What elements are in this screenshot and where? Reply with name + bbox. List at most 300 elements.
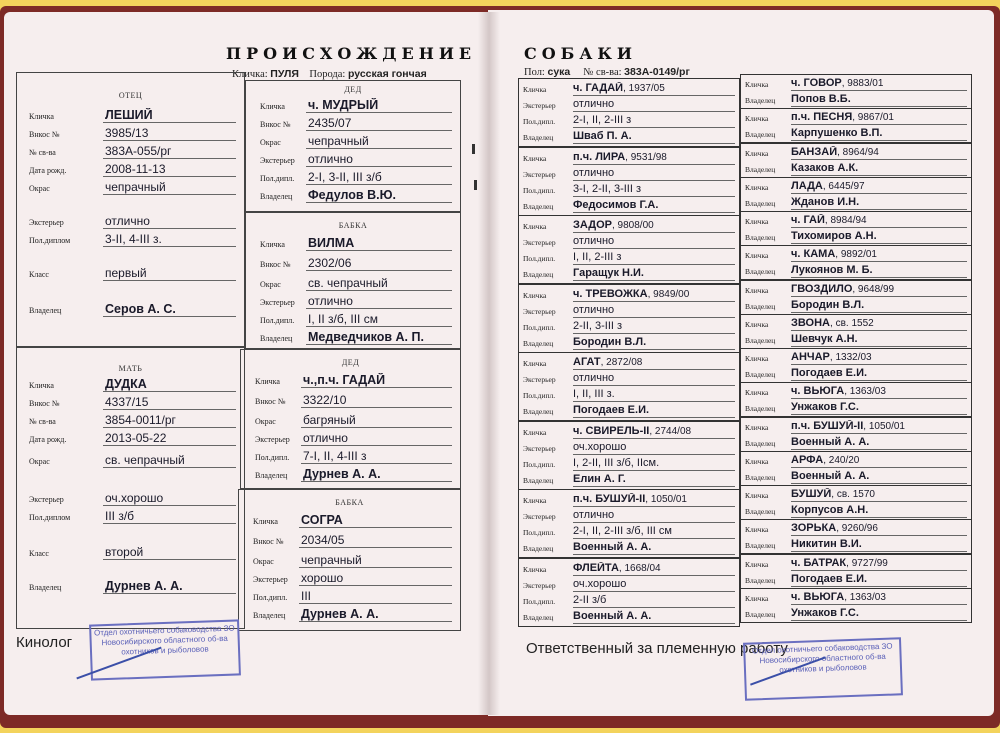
field-value: [573, 151, 735, 165]
field-label: Владелец: [745, 370, 776, 379]
field-row: [519, 266, 739, 281]
field-label: Кличка: [745, 354, 769, 363]
field-value: [791, 385, 967, 399]
field-value: ДУДКА: [103, 377, 236, 392]
field-text: оч.хорошо: [573, 440, 627, 453]
field-row: [519, 371, 739, 386]
field-value: 2-I, 3-II, III з/б: [306, 170, 452, 185]
field-row: [260, 255, 456, 271]
field-value: 2008-11-13: [103, 162, 236, 177]
field-value: [791, 214, 967, 228]
field-text: отлично: [573, 509, 615, 521]
field-label: Владелец: [745, 404, 776, 414]
field-label: Пол.диплом: [29, 236, 71, 245]
great-grandparent-panel: [518, 147, 740, 216]
field-row: [519, 403, 739, 418]
field-label: Пол.дипл.: [260, 174, 295, 183]
field-label: Пол.дипл.: [523, 254, 556, 263]
responsible-label: Ответственный за племенную работу: [526, 640, 788, 657]
field-row: [519, 303, 739, 318]
fourth-gen-panel: [740, 519, 972, 554]
field-label: Кличка: [745, 148, 769, 158]
field-label: Владелец: [523, 270, 554, 279]
name-row: [741, 419, 971, 434]
field-value: [573, 130, 735, 144]
fourth-gen-panel: [740, 485, 972, 520]
field-label: Владелец: [523, 133, 554, 142]
field-value: чепрачный: [103, 180, 236, 195]
field-value: [791, 454, 967, 468]
registry-number: , 1363/03: [844, 386, 886, 398]
field-label: Владелец: [523, 475, 554, 485]
field-row: [519, 335, 739, 350]
field-label: № св-ва: [29, 417, 56, 426]
field-value: [791, 180, 967, 194]
field-row: [519, 250, 739, 265]
fourth-gen-panel: [740, 588, 972, 623]
field-value: чепрачный: [306, 134, 452, 149]
field-label: Владелец: [745, 267, 776, 277]
registry-number: , 9648/99: [852, 283, 895, 295]
field-value: [573, 441, 735, 455]
field-label: Кличка: [745, 388, 769, 398]
field-row: [253, 552, 456, 568]
field-row: [519, 472, 739, 487]
name-row: [741, 384, 971, 399]
field-value: Жданов И.Н.: [791, 196, 967, 210]
field-label: Кличка: [745, 559, 769, 569]
field-value: ВИЛМА: [306, 236, 452, 251]
field-value: [573, 267, 735, 281]
ancestor-name: АНЧАР: [791, 351, 830, 363]
field-label: Пол.дипл.: [253, 593, 288, 602]
field-row: [29, 576, 240, 594]
field-value: 2034/05: [299, 533, 452, 548]
field-value: отлично: [103, 214, 236, 229]
owner-row: [741, 332, 971, 347]
field-row: [519, 97, 739, 112]
field-label: Кличка: [745, 251, 769, 261]
field-label: Окрас: [260, 280, 281, 289]
ancestor-name: ЗВОНА: [791, 316, 831, 329]
field-value: отлично: [301, 431, 452, 446]
field-label: Владелец: [745, 438, 776, 448]
field-row: [260, 235, 456, 251]
field-value: [573, 578, 735, 592]
field-label: Окрас: [260, 138, 281, 147]
field-value: Федулов В.Ю.: [306, 188, 452, 203]
field-text: Шваб П. А.: [573, 130, 632, 142]
mother-box: [16, 347, 245, 629]
field-value: [573, 167, 735, 181]
field-value: 2302/06: [306, 256, 452, 271]
field-value: [791, 317, 967, 331]
field-value: Медведчиков А. П.: [306, 330, 452, 345]
field-label: Экстерьер: [29, 218, 64, 227]
field-label: Кличка: [745, 182, 769, 192]
field-value: св. чепрачный: [103, 453, 236, 468]
stamp-text: Отдел охотничьего собаководства ЗО Новосибирского областного об-ва охотников и рыболовов: [93, 623, 235, 657]
father-box: [16, 72, 245, 347]
field-row: [519, 492, 739, 507]
ancestor-name: ЗОРЬКА: [791, 522, 837, 535]
field-text: отлично: [573, 98, 615, 110]
ancestor-name: ЛАДА: [791, 179, 823, 192]
field-row: [29, 123, 240, 141]
registry-number: , 8964/94: [837, 146, 879, 158]
field-label: Кличка: [745, 80, 769, 89]
name-row: [741, 316, 971, 331]
field-label: Кличка: [523, 564, 547, 574]
field-value: [791, 522, 967, 536]
field-label: Владелец: [745, 335, 776, 345]
field-label: Кличка: [29, 112, 54, 121]
registry-number: , св. 1570: [831, 489, 875, 500]
field-text: ч. СВИРЕЛЬ-II: [573, 424, 650, 437]
registry-number: , 240/20: [823, 454, 860, 466]
document-title-right: СОБАКИ: [524, 44, 638, 63]
field-label: Внкос №: [255, 397, 286, 406]
grandparent-box-3: [240, 349, 461, 489]
grandparent-box-1: [245, 80, 461, 212]
grandparent-box-2: [245, 212, 461, 349]
field-label: Пол.дипл.: [255, 453, 290, 462]
registry-number: , 9808/00: [611, 220, 654, 231]
field-label: Пол.дипл.: [523, 322, 556, 332]
field-value: [573, 594, 735, 608]
owner-row: [741, 195, 971, 210]
field-label: Экстерьер: [260, 156, 295, 165]
field-text: отлично: [573, 166, 615, 179]
field-label: Окрас: [255, 417, 276, 426]
fourth-gen-panel: [740, 314, 972, 349]
ancestor-name: п.ч. БУШУЙ-II: [791, 419, 864, 432]
field-text: ч. ТРЕВОЖКА: [573, 287, 648, 300]
dog-sex: сука: [547, 66, 571, 78]
field-value: Военный А. А.: [791, 436, 967, 450]
field-text: Погодаев Е.И.: [573, 404, 650, 416]
fourth-gen-panel: [740, 554, 972, 589]
field-label: Экстерьер: [260, 298, 295, 307]
owner-row: [741, 606, 971, 621]
field-value: ч. МУДРЫЙ: [306, 98, 452, 113]
registry-number: , 1937/05: [623, 83, 665, 94]
ancestor-name: ч. КАМА: [791, 248, 836, 261]
field-value: Военный А. А.: [791, 470, 967, 484]
field-label: Экстерьер: [523, 238, 556, 247]
owner-row: [741, 298, 971, 313]
field-value: [573, 493, 735, 507]
name-label: Кличка:: [232, 69, 268, 80]
field-row: [255, 430, 456, 446]
name-row: [741, 247, 971, 262]
field-value: Никитин В.И.: [791, 538, 967, 552]
registry-number: , 2872/08: [600, 357, 643, 368]
registry-number: , 1332/03: [829, 352, 872, 363]
field-label: Окрас: [253, 557, 274, 566]
name-row: [741, 145, 971, 160]
right-page: [488, 10, 994, 716]
registry-number: , 6445/97: [822, 180, 865, 192]
owner-row: [741, 229, 971, 244]
owner-row: [741, 469, 971, 484]
field-label: Пол.дипл.: [523, 459, 556, 469]
field-label: Владелец: [745, 198, 776, 208]
field-value: [573, 610, 735, 624]
field-row: [29, 506, 240, 524]
name-row: [741, 556, 971, 571]
field-label: Окрас: [29, 184, 50, 193]
grandparent-box-4: [238, 489, 461, 631]
field-value: [791, 420, 967, 434]
registry-number: , 9892/01: [835, 249, 877, 261]
field-text: ФЛЕЙТА: [573, 561, 619, 574]
owner-row: [741, 126, 971, 141]
field-row: [519, 81, 739, 96]
field-row: [519, 456, 739, 471]
field-label: Кличка: [523, 153, 547, 163]
field-text: Бородин В.Л.: [573, 335, 647, 348]
field-label: Внкос №: [29, 130, 60, 139]
name-row: [741, 453, 971, 468]
field-value: [573, 219, 735, 233]
name-row: [741, 76, 971, 91]
field-label: Кличка: [745, 319, 769, 329]
field-label: Класс: [29, 549, 49, 558]
field-label: Кличка: [260, 240, 285, 249]
field-label: Владелец: [29, 583, 62, 592]
ancestor-name: БАНЗАЙ: [791, 145, 838, 158]
field-label: Владелец: [523, 407, 554, 416]
field-value: 2435/07: [306, 116, 452, 131]
field-value: Казаков А.К.: [791, 162, 967, 176]
fourth-gen-panel: [740, 417, 972, 452]
field-label: Внкос №: [253, 537, 284, 546]
father-caption: ОТЕЦ: [118, 91, 143, 100]
field-row: [29, 450, 240, 468]
field-label: Пол.дипл.: [523, 528, 556, 537]
field-value: второй: [103, 545, 236, 560]
field-label: Кличка: [745, 422, 769, 432]
field-label: Кличка: [523, 496, 547, 505]
field-row: [519, 218, 739, 233]
field-row: [260, 151, 456, 167]
field-value: ч.,п.ч. ГАДАЙ: [301, 373, 452, 388]
field-row: [255, 466, 456, 482]
registry-number: , 9849/00: [647, 288, 690, 300]
great-grandparent-panel: [518, 284, 740, 353]
field-label: Экстерьер: [523, 375, 556, 384]
ancestor-name: ч. ВЬЮГА: [791, 590, 845, 603]
field-label: Владелец: [745, 575, 776, 585]
field-value: 3-II, 4-III з.: [103, 232, 236, 247]
field-value: 2013-05-22: [103, 431, 236, 446]
ancestor-name: ч. БАТРАК: [791, 556, 847, 569]
field-label: Пол.диплом: [29, 513, 71, 522]
field-row: [255, 372, 456, 388]
field-label: Кличка: [523, 85, 547, 94]
field-row: [519, 355, 739, 370]
ancestor-name: ГВОЗДИЛО: [791, 282, 853, 295]
owner-row: [741, 92, 971, 107]
field-label: Класс: [29, 270, 49, 279]
field-text: 2-II, 3-III з: [573, 319, 623, 332]
field-row: [260, 329, 456, 345]
fourth-gen-panel: [740, 143, 972, 178]
registry-number: , 1050/01: [863, 420, 905, 432]
field-row: [260, 275, 456, 291]
field-text: отлично: [573, 303, 615, 316]
name-row: [741, 110, 971, 125]
field-value: Унжаков Г.С.: [791, 607, 967, 621]
field-label: Владелец: [745, 96, 776, 105]
name-row: [741, 282, 971, 297]
grandparent-caption: ДЕД: [341, 358, 360, 367]
field-label: Кличка: [745, 491, 769, 500]
field-row: [253, 570, 456, 586]
field-label: Внкос №: [260, 260, 291, 269]
field-value: [573, 473, 735, 487]
field-label: Окрас: [29, 457, 50, 466]
field-row: [29, 263, 240, 281]
field-label: Экстерьер: [523, 169, 556, 179]
field-label: Экстерьер: [523, 443, 556, 453]
field-label: Экстерьер: [523, 101, 556, 110]
field-label: Кличка: [29, 381, 54, 390]
left-page: [4, 12, 488, 715]
field-value: [791, 591, 967, 605]
owner-row: [741, 161, 971, 176]
registry-number: , 1668/04: [618, 562, 661, 574]
field-text: 3-I, 2-II, 3-III з: [573, 182, 642, 195]
field-row: [29, 428, 240, 446]
field-label: Экстерьер: [29, 495, 64, 504]
field-row: [260, 311, 456, 327]
field-label: Кличка: [745, 456, 769, 466]
field-label: Экстерьер: [255, 435, 290, 444]
field-row: [519, 287, 739, 302]
field-row: [253, 588, 456, 604]
field-label: Экстерьер: [253, 575, 288, 584]
field-value: Карпушенко В.П.: [791, 127, 967, 141]
field-value: Серов А. С.: [103, 302, 236, 317]
field-value: Дурнев А. А.: [299, 607, 452, 622]
ancestor-name: ч. ВЬЮГА: [791, 385, 845, 398]
field-text: Гаращук Н.И.: [573, 267, 644, 279]
field-value: отлично: [306, 152, 452, 167]
name-row: [741, 590, 971, 605]
field-row: [260, 97, 456, 113]
field-label: Владелец: [745, 164, 776, 174]
field-value: [573, 525, 735, 539]
field-value: [573, 562, 735, 576]
field-value: [573, 183, 735, 197]
stamp-text: Отдел охотничьего собаководства ЗО Новосибирского областного об-ва охотников и рыболовов: [751, 641, 893, 675]
registry-number: , 9867/01: [852, 112, 894, 124]
field-row: [519, 150, 739, 165]
field-label: Владелец: [260, 192, 293, 201]
sex-label: Пол:: [524, 67, 545, 78]
owner-row: [741, 572, 971, 587]
field-row: [29, 177, 240, 195]
field-row: [260, 169, 456, 185]
fourth-gen-panel: [740, 451, 972, 486]
field-row: [255, 448, 456, 464]
field-label: Кличка: [523, 359, 547, 368]
field-row: [260, 115, 456, 131]
field-text: 2-II з/б: [573, 593, 607, 606]
ancestor-name: ч. ГАЙ: [791, 214, 825, 226]
field-value: Унжаков Г.С.: [791, 401, 967, 415]
ancestor-name: БУШУЙ: [791, 488, 832, 500]
field-value: Погодаев Е.И.: [791, 367, 967, 381]
field-row: [519, 113, 739, 128]
field-label: Дата рожд.: [29, 166, 67, 175]
field-label: Владелец: [745, 233, 776, 242]
field-value: I, II з/б, III см: [306, 312, 452, 327]
field-value: хорошо: [299, 571, 452, 586]
field-value: св. чепрачный: [306, 276, 452, 291]
field-label: Кличка: [745, 593, 769, 603]
field-text: I, 2-II, III з/б, IIсм.: [573, 456, 660, 469]
field-label: Владелец: [260, 334, 293, 343]
field-row: [519, 129, 739, 144]
mother-caption: МАТЬ: [118, 364, 143, 373]
fourth-gen-panel: [740, 348, 972, 383]
fourth-gen-panel: [740, 280, 972, 315]
field-value: отлично: [306, 294, 452, 309]
field-value: Попов В.Б.: [791, 93, 967, 107]
field-row: [519, 198, 739, 213]
cert-label: № св-ва:: [583, 67, 622, 78]
fourth-gen-panel: [740, 108, 972, 143]
field-value: Лукоянов М. Б.: [791, 264, 967, 278]
field-value: [573, 509, 735, 523]
fourth-gen-panel: [740, 211, 972, 246]
field-row: [29, 211, 240, 229]
owner-row: [741, 537, 971, 552]
ancestor-name: АРФА: [791, 453, 824, 466]
field-value: Корпусов А.Н.: [791, 504, 967, 518]
field-row: [519, 540, 739, 555]
field-label: Кличка: [523, 427, 547, 437]
field-label: Пол.дипл.: [523, 596, 556, 606]
field-row: [255, 392, 456, 408]
great-grandparent-panel: [518, 78, 740, 147]
sex-cert-line: [524, 66, 690, 78]
field-text: ч. ГАДАЙ: [573, 82, 624, 94]
field-row: [253, 512, 456, 528]
field-row: [519, 577, 739, 592]
field-text: Военный А. А.: [573, 609, 652, 622]
field-value: III: [299, 589, 452, 604]
dog-breed: русская гончая: [347, 68, 427, 80]
owner-row: [741, 435, 971, 450]
field-label: Дата рожд.: [29, 435, 67, 444]
owner-row: [741, 503, 971, 518]
field-text: I, II, III з.: [573, 388, 615, 400]
registry-number: , 8984/94: [824, 215, 867, 226]
field-label: Владелец: [523, 338, 554, 348]
field-text: ЗАДОР: [573, 219, 612, 231]
field-row: [519, 440, 739, 455]
name-row: [741, 521, 971, 536]
field-label: Владелец: [745, 609, 776, 619]
registry-number: , 1050/01: [645, 494, 687, 505]
document-title-left: ПРОИСХОЖДЕНИЕ: [226, 44, 477, 63]
field-value: [573, 336, 735, 350]
great-grandparent-panel: [518, 489, 740, 558]
